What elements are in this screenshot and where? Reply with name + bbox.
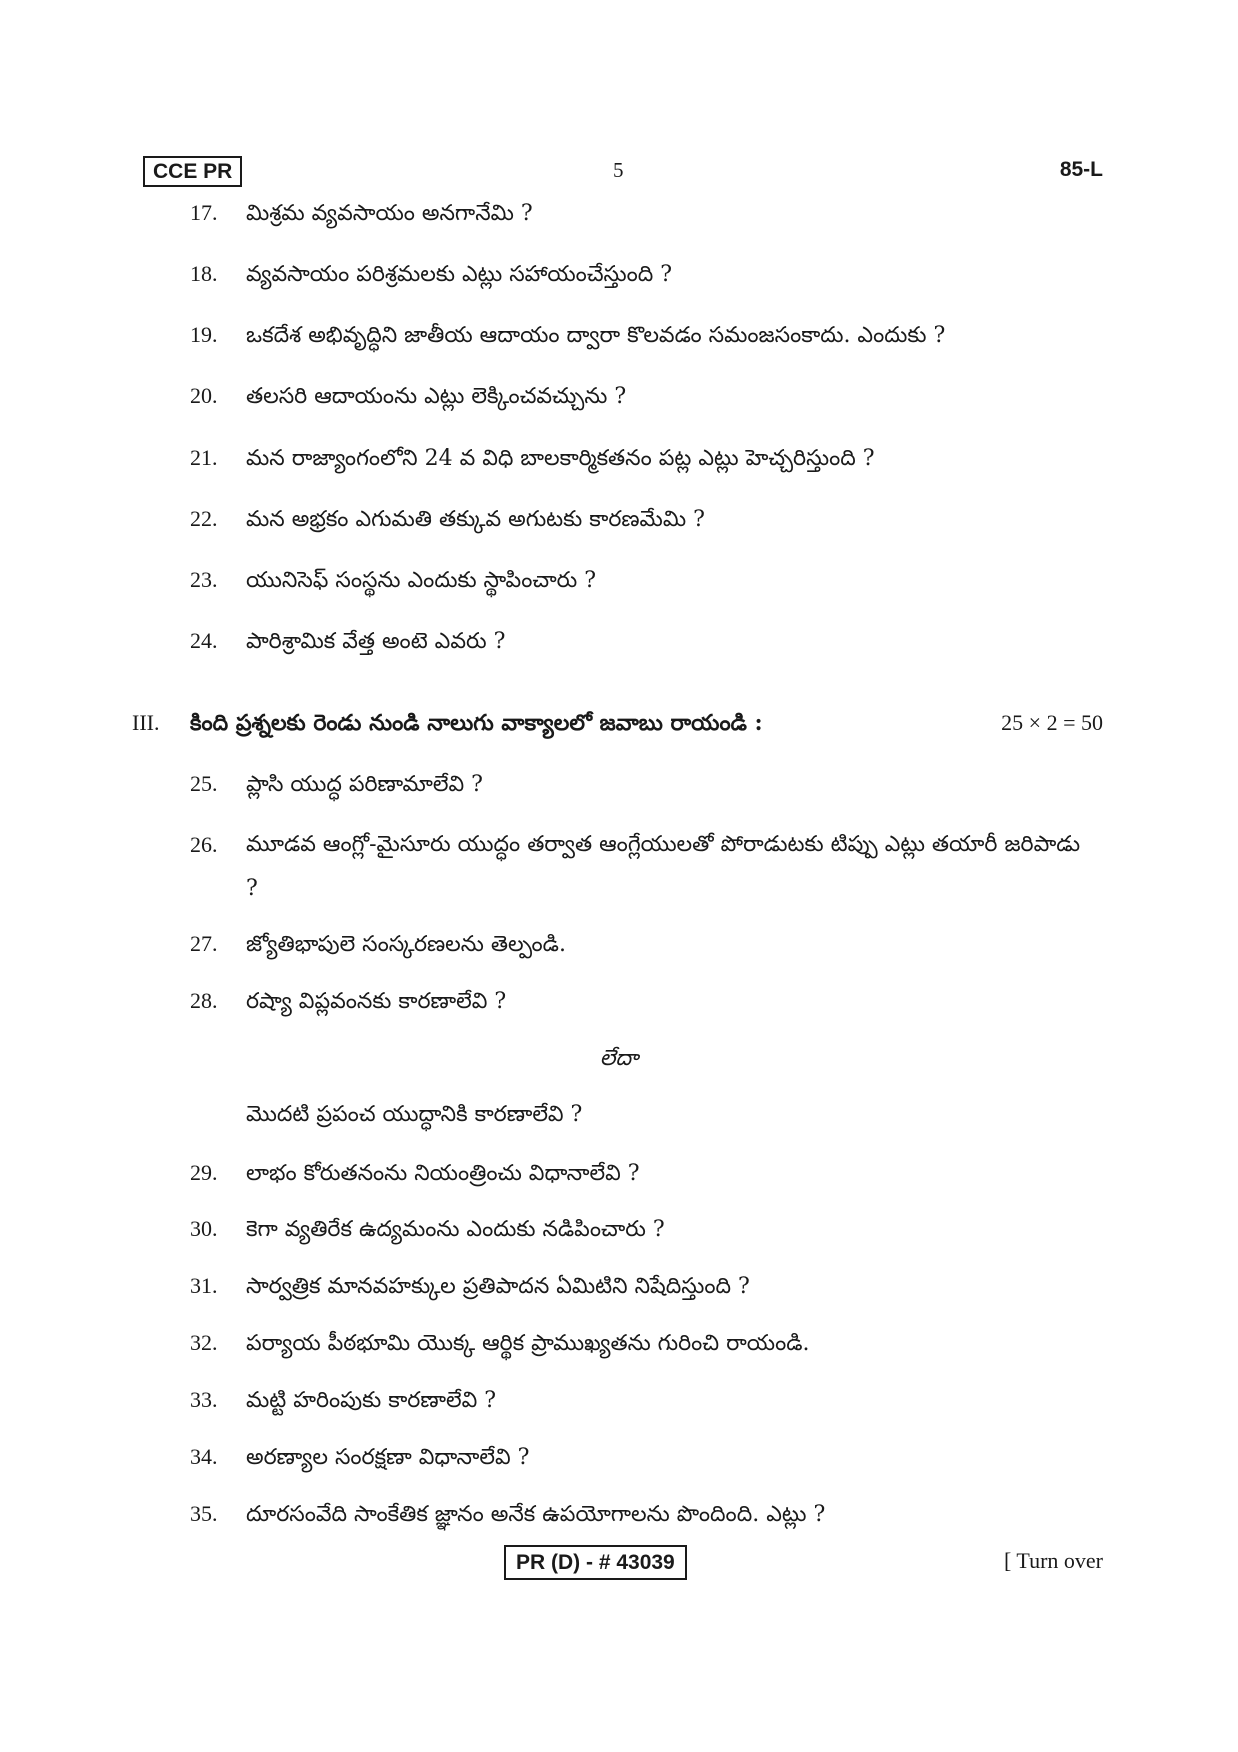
question-number: 28. <box>190 988 218 1013</box>
question-text: అరణ్యాల సంరక్షణా విధానాలేవి ? <box>246 1445 530 1470</box>
question-35 <box>190 1499 825 1530</box>
question-28 <box>190 986 506 1017</box>
question-text: లాభం కోరుతనంను నియంత్రించు విధానాలేవి ? <box>246 1161 640 1186</box>
page-header <box>143 156 1103 190</box>
question-number: 27. <box>190 931 218 956</box>
question-number: 18. <box>190 261 218 286</box>
alternative-question: మొదటి ప్రపంచ యుద్ధానికి కారణాలేవి ? <box>246 1102 583 1127</box>
question-number: 35. <box>190 1501 218 1526</box>
question-32 <box>190 1328 810 1359</box>
footer-code-box: PR (D) - # 43039 <box>504 1545 687 1580</box>
question-19 <box>190 320 945 351</box>
question-29 <box>190 1158 640 1189</box>
question-30 <box>190 1214 665 1245</box>
question-text: సార్వత్రిక మానవహక్కుల ప్రతిపాదన ఏమిటిని నిషేదిస్తుంది ? <box>246 1274 750 1299</box>
exam-code-box: CCE PR <box>143 156 242 187</box>
question-text: యునిసెఫ్ సంస్థను ఎందుకు స్థాపించారు ? <box>246 568 597 593</box>
question-number: 31. <box>190 1273 218 1298</box>
question-number: 30. <box>190 1216 218 1241</box>
turn-over-note: [ Turn over <box>1003 1548 1103 1573</box>
section-instruction: కింది ప్రశ్నలకు రెండు నుండి నాలుగు వాక్యాలలో జవాబు రాయండి : <box>190 710 763 736</box>
page-number: 5 <box>613 158 624 182</box>
question-text: మూడవ ఆంగ్లో-మైసూరు యుద్ధం తర్వాత ఆంగ్లేయులతో పోరాడుటకు టిప్పు ఎట్లు తయారీ జరిపాడు ? <box>246 832 1081 901</box>
question-number: 33. <box>190 1387 218 1412</box>
question-34 <box>190 1442 529 1473</box>
question-21 <box>190 443 875 474</box>
question-number: 34. <box>190 1444 218 1469</box>
question-27 <box>190 929 566 960</box>
question-text: జ్యోతిభాపులె సంస్కరణలను తెల్పండి. <box>246 932 566 957</box>
question-number: 32. <box>190 1330 218 1355</box>
question-text: వ్యవసాయం పరిశ్రమలకు ఎట్లు సహాయంచేస్తుంది ? <box>246 262 673 287</box>
question-text: మన అభ్రకం ఎగుమతి తక్కువ అగుటకు కారణమేమి ? <box>246 507 705 532</box>
question-number: 22. <box>190 506 218 531</box>
question-text: రష్యా విప్లవంనకు కారణాలేవి ? <box>246 989 507 1014</box>
question-17 <box>190 198 533 229</box>
question-22 <box>190 504 705 535</box>
question-23 <box>190 565 596 596</box>
question-24 <box>190 626 505 657</box>
question-number: 19. <box>190 322 218 347</box>
question-number: 21. <box>190 445 218 470</box>
question-18 <box>190 259 672 290</box>
question-20 <box>190 381 626 412</box>
paper-code: 85-L <box>1059 158 1103 181</box>
question-number: 23. <box>190 567 218 592</box>
question-text: మట్టి హరింపుకు కారణాలేవి ? <box>246 1388 497 1413</box>
question-text: తలసరి ఆదాయంను ఎట్లు లెక్కించవచ్చును ? <box>246 384 627 409</box>
question-31 <box>190 1271 750 1302</box>
question-number: 29. <box>190 1160 218 1185</box>
question-text: దూరసంవేది సాంకేతిక జ్ఞానం అనేక ఉపయోగాలను పొందింది. ఎట్లు ? <box>246 1502 826 1527</box>
question-26 <box>190 830 1102 911</box>
question-text: ప్లాసి యుద్ధ పరిణామాలేవి ? <box>246 772 483 797</box>
question-text: మన రాజ్యాంగంలోని 24 వ విధి బాలకార్మికతనం పట్ల ఎట్లు హెచ్చరిస్తుంది ? <box>246 446 875 471</box>
question-text: మిశ్రమ వ్యవసాయం అనగానేమి ? <box>246 201 533 226</box>
section-heading <box>132 708 1103 739</box>
question-33 <box>190 1385 496 1416</box>
question-text: ఒకదేశ అభివృద్ధిని జాతీయ ఆదాయం ద్వారా కొలవడం సమంజసంకాదు. ఎందుకు ? <box>246 323 946 348</box>
question-text: పారిశ్రామిక వేత్త అంటె ఎవరు ? <box>246 629 506 654</box>
question-25 <box>190 769 483 800</box>
question-number: 17. <box>190 200 218 225</box>
question-number: 20. <box>190 383 218 408</box>
question-text: పర్యాయ పీఠభూమి యొక్క ఆర్థిక ప్రాముఖ్యతను గురించి రాయండి. <box>246 1331 810 1356</box>
question-text: కెగా వ్యతిరేక ఉద్యమంను ఎందుకు నడిపించారు ? <box>246 1217 665 1242</box>
question-number: 26. <box>190 832 218 857</box>
section-roman-numeral: III. <box>132 710 160 735</box>
or-label: లేదా <box>599 1046 639 1071</box>
section-marks: 25 × 2 = 50 <box>1001 710 1103 735</box>
question-number: 25. <box>190 771 218 796</box>
question-number: 24. <box>190 628 218 653</box>
